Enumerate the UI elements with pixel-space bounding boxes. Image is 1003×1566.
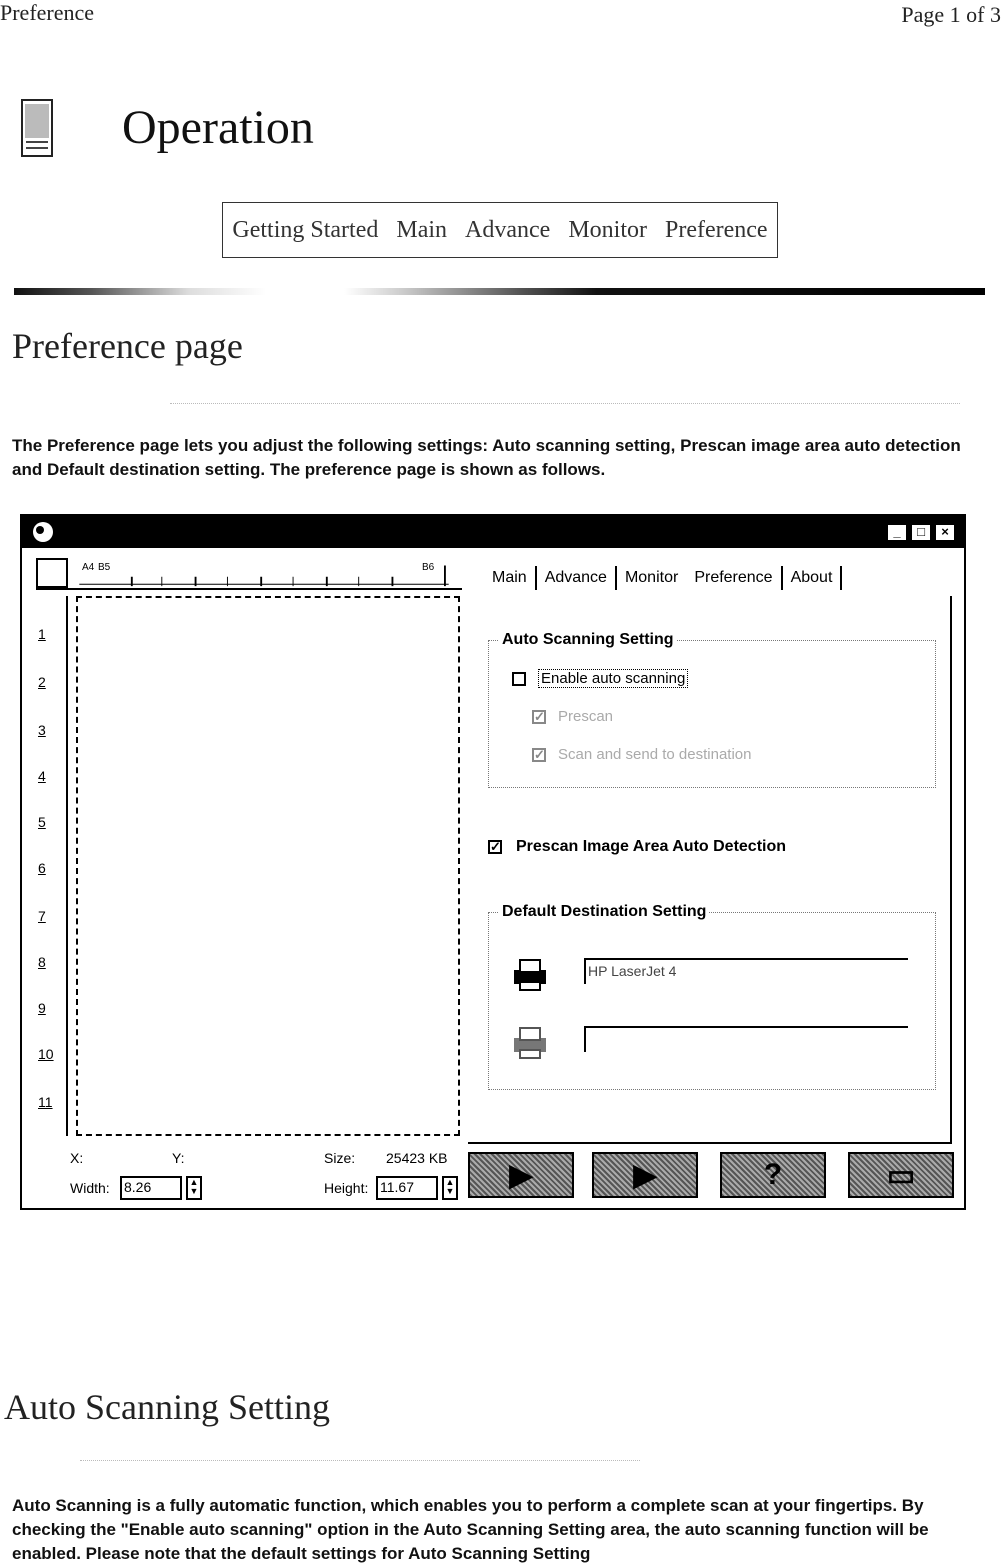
width-label: Width: xyxy=(70,1180,110,1196)
exit-button[interactable] xyxy=(848,1152,954,1198)
auto-scanning-heading: Auto Scanning Setting xyxy=(4,1387,330,1427)
tab-panel-border xyxy=(950,596,952,1144)
scan-send-label: Scan and send to destination xyxy=(558,746,752,763)
minimize-button[interactable]: _ xyxy=(886,523,908,542)
help-icon: ? xyxy=(763,1158,783,1191)
page-header-title: Preference xyxy=(0,0,95,25)
prescan-arrow-icon: ▶ xyxy=(509,1158,533,1192)
ruler-number: 6 xyxy=(38,860,46,876)
ruler-label-b6: B6 xyxy=(422,562,435,573)
enable-auto-scanning-checkbox[interactable] xyxy=(512,672,526,686)
app-icon xyxy=(30,520,56,544)
x-label: X: xyxy=(70,1150,84,1166)
auto-scanning-group-label: Auto Scanning Setting xyxy=(499,631,677,649)
y-label: Y: xyxy=(172,1150,185,1166)
dotted-divider xyxy=(80,1460,640,1461)
nav-monitor[interactable]: Monitor xyxy=(568,216,647,243)
scan-send-checkbox[interactable]: ✓ xyxy=(534,747,545,762)
printer-icon[interactable] xyxy=(510,956,550,992)
ruler-label-a4: A4 xyxy=(82,562,95,573)
maximize-button[interactable]: □ xyxy=(910,523,932,542)
exit-icon: ▭ xyxy=(886,1158,916,1192)
section-nav xyxy=(222,202,778,258)
nav-preference[interactable]: Preference xyxy=(665,216,768,243)
ruler-number: 9 xyxy=(38,1000,46,1016)
height-input[interactable]: 11.67 xyxy=(376,1176,438,1200)
preference-heading: Preference page xyxy=(12,326,243,366)
nav-main[interactable]: Main xyxy=(396,216,448,243)
page-number: Page 1 of 3 xyxy=(901,2,1001,27)
tab-preference[interactable]: Preference xyxy=(686,566,782,590)
enable-auto-scanning-label[interactable]: Enable auto scanning xyxy=(538,669,688,688)
prescan-detection-label: Prescan Image Area Auto Detection xyxy=(516,838,787,855)
ruler-number: 2 xyxy=(38,674,46,690)
printer-disabled-icon[interactable] xyxy=(510,1024,550,1060)
button-bar-divider xyxy=(468,1142,952,1144)
ruler-number: 1 xyxy=(38,626,46,642)
prescan-detection-checkbox[interactable]: ✓ xyxy=(490,839,501,854)
tab-advance[interactable]: Advance xyxy=(537,566,617,590)
tab-about[interactable]: About xyxy=(783,566,843,590)
dialog-titlebar xyxy=(22,516,964,548)
default-destination-group xyxy=(488,903,936,1090)
nav-getting-started[interactable]: Getting Started xyxy=(232,216,379,243)
default-destination-group-label: Default Destination Setting xyxy=(499,903,709,921)
scan-button[interactable] xyxy=(592,1152,698,1198)
vertical-ruler xyxy=(34,596,68,1136)
ruler-number: 5 xyxy=(38,814,46,830)
ruler-label-b5: B5 xyxy=(98,562,111,573)
height-label: Height: xyxy=(324,1180,369,1196)
ruler-number: 11 xyxy=(38,1094,53,1110)
page-title: Operation xyxy=(122,101,314,154)
prescan-label: Prescan xyxy=(558,708,614,725)
scanner-dialog xyxy=(20,514,966,1210)
dotted-divider xyxy=(170,403,960,404)
destination-field-secondary[interactable] xyxy=(584,1026,908,1052)
tab-main[interactable]: Main xyxy=(484,566,537,590)
prescan-checkbox[interactable]: ✓ xyxy=(534,709,545,724)
divider-rule xyxy=(14,288,985,295)
auto-scanning-paragraph: Auto Scanning is a fully automatic function, which enables you to perform a complete scan at your fingertips. By checking the "Enable auto scanning" option in the Auto Scanning Setting area, the auto scanning function will be enabled. Please note that the default settings for Auto Scanning Setting xyxy=(12,1496,929,1563)
tab-monitor[interactable]: Monitor xyxy=(624,569,679,586)
height-spinner[interactable]: ▲ ▼ xyxy=(442,1176,458,1200)
size-label: Size: xyxy=(324,1150,356,1166)
document-icon xyxy=(20,96,54,160)
destination-field-primary[interactable]: HP LaserJet 4 xyxy=(584,958,908,984)
size-value: 25423 KB xyxy=(386,1150,448,1166)
close-button[interactable]: × xyxy=(934,523,956,542)
ruler-number: 3 xyxy=(38,722,46,738)
ruler-number: 8 xyxy=(38,954,46,970)
ruler-number: 10 xyxy=(38,1046,54,1062)
intro-paragraph: The Preference page lets you adjust the following settings: Auto scanning setting, Prescan image area auto detection and Default destination setting. The preference page is shown as follows. xyxy=(12,436,961,479)
width-input[interactable]: 8.26 xyxy=(120,1176,182,1200)
help-button[interactable] xyxy=(720,1152,826,1198)
ruler-number: 4 xyxy=(38,768,46,784)
nav-advance[interactable]: Advance xyxy=(465,216,551,243)
dialog-tabs xyxy=(484,566,842,590)
scan-arrow-icon: ▶ xyxy=(633,1158,657,1192)
prescan-button[interactable] xyxy=(468,1152,574,1198)
ruler-number: 7 xyxy=(38,908,46,924)
preview-area[interactable] xyxy=(76,596,460,1136)
width-spinner[interactable]: ▲ ▼ xyxy=(186,1176,202,1200)
auto-scanning-group xyxy=(488,631,936,788)
